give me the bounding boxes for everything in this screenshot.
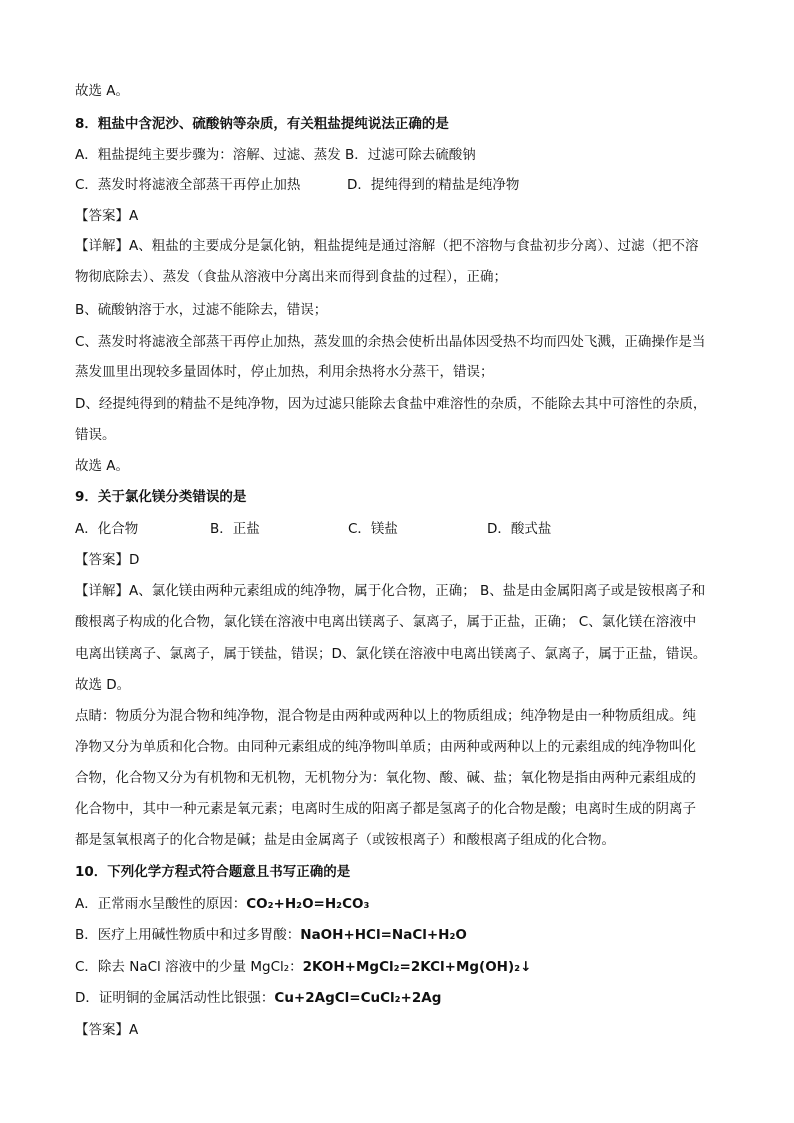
- q9-stem: 9．关于氯化镁分类错误的是: [75, 489, 247, 505]
- q10-answer: 【答案】A: [75, 1022, 139, 1038]
- q10-stem: 10．下列化学方程式符合题意且书写正确的是: [75, 864, 351, 880]
- q10-option-d-equation: Cu+2AgCl=CuCl₂+2Ag: [274, 990, 442, 1006]
- q9-detail-line: 酸根离子构成的化合物，氯化镁在溶液中电离出镁离子、氯离子，属于正盐，正确； C、氯化镁在溶液中: [75, 614, 697, 630]
- q8-answer: 【答案】A: [75, 208, 139, 224]
- q9-detail-line: 【详解】A、氯化镁由两种元素组成的纯净物，属于化合物，正确； B、盐是由金属阳离子或是铵根离子和: [75, 583, 706, 599]
- q8-option-c: C．蒸发时将滤液全部蒸干再停止加热: [75, 177, 301, 193]
- q9-option-d: D．酸式盐: [487, 521, 552, 537]
- q9-option-a: A．化合物: [75, 521, 139, 537]
- q10-option-a-equation: CO₂+H₂O=H₂CO₃: [246, 896, 370, 912]
- q8-stem: 8．粗盐中含泥沙、硫酸钠等杂质，有关粗盐提纯说法正确的是: [75, 116, 449, 132]
- q9-note-line: 净物又分为单质和化合物。由同种元素组成的纯净物叫单质；由两种或两种以上的元素组成的纯净物叫化: [75, 739, 696, 755]
- q10-option-b-equation: NaOH+HCl=NaCl+H₂O: [300, 927, 467, 943]
- q10-option-d-text: D．证明铜的金属活动性比银强：: [75, 990, 275, 1006]
- q8-detail-line: B、硫酸钠溶于水，过滤不能除去，错误；: [75, 302, 328, 318]
- q8-detail-line: 【详解】A、粗盐的主要成分是氯化钠，粗盐提纯是通过溶解（把不溶物与食盐初步分离）、过滤（把不溶: [75, 238, 699, 254]
- q8-detail-line: 错误。: [75, 427, 116, 443]
- q8-detail-line: D、经提纯得到的精盐不是纯净物，因为过滤只能除去食盐中难溶性的杂质，不能除去其中可溶性的杂质，: [75, 396, 707, 412]
- q10-option-a-text: A．正常雨水呈酸性的原因：: [75, 896, 247, 912]
- q10-option-c: [75, 958, 531, 976]
- q9-note-line: 点睛：物质分为混合物和纯净物，混合物是由两种或两种以上的物质组成；纯净物是由一种物质组成。纯: [75, 708, 696, 724]
- q7-conclusion: 故选 A。: [75, 83, 130, 99]
- q8-option-d: D．提纯得到的精盐是纯净物: [347, 177, 520, 193]
- q10-option-c-equation: 2KOH+MgCl₂=2KCl+Mg(OH)₂↓: [302, 959, 532, 975]
- q8-options-a-b: A．粗盐提纯主要步骤为：溶解、过滤、蒸发 B．过滤可除去硫酸钠: [75, 147, 476, 163]
- q9-option-c: C．镁盐: [348, 521, 398, 537]
- q9-note-line: 合物，化合物又分为有机物和无机物，无机物分为：氧化物、酸、碱、盐；氧化物是指由两种元素组成的: [75, 770, 696, 786]
- q9-note-line: 化合物中，其中一种元素是氧元素；电离时生成的阳离子都是氢离子的化合物是酸；电离时生成的阴离子: [75, 801, 696, 817]
- q9-answer: 【答案】D: [75, 552, 140, 568]
- q8-conclusion: 故选 A。: [75, 458, 130, 474]
- q10-option-b-text: B．医疗上用碱性物质中和过多胃酸：: [75, 927, 301, 943]
- q10-option-b: [75, 926, 467, 944]
- q8-detail-line: 物彻底除去）、蒸发（食盐从溶液中分离出来而得到食盐的过程），正确；: [75, 269, 507, 285]
- q9-note-line: 都是氢氧根离子的化合物是碱；盐是由金属离子（或铵根离子）和酸根离子组成的化合物。: [75, 832, 615, 848]
- q10-option-a: [75, 895, 369, 913]
- q9-detail-line: 电离出镁离子、氯离子，属于镁盐，错误；D、氯化镁在溶液中电离出镁离子、氯离子，属于正盐，错误。: [75, 646, 707, 662]
- q10-option-c-text: C．除去 NaCl 溶液中的少量 MgCl₂：: [75, 959, 303, 975]
- q8-detail-line: C、蒸发时将滤液全部蒸干再停止加热，蒸发皿的余热会使析出晶体因受热不均而四处飞溅，正确操作是当: [75, 334, 706, 350]
- q8-detail-line: 蒸发皿里出现较多量固体时，停止加热，利用余热将水分蒸干，错误；: [75, 364, 494, 380]
- q10-option-d: [75, 989, 441, 1007]
- q9-conclusion: 故选 D。: [75, 677, 131, 693]
- q9-option-b: B．正盐: [210, 521, 260, 537]
